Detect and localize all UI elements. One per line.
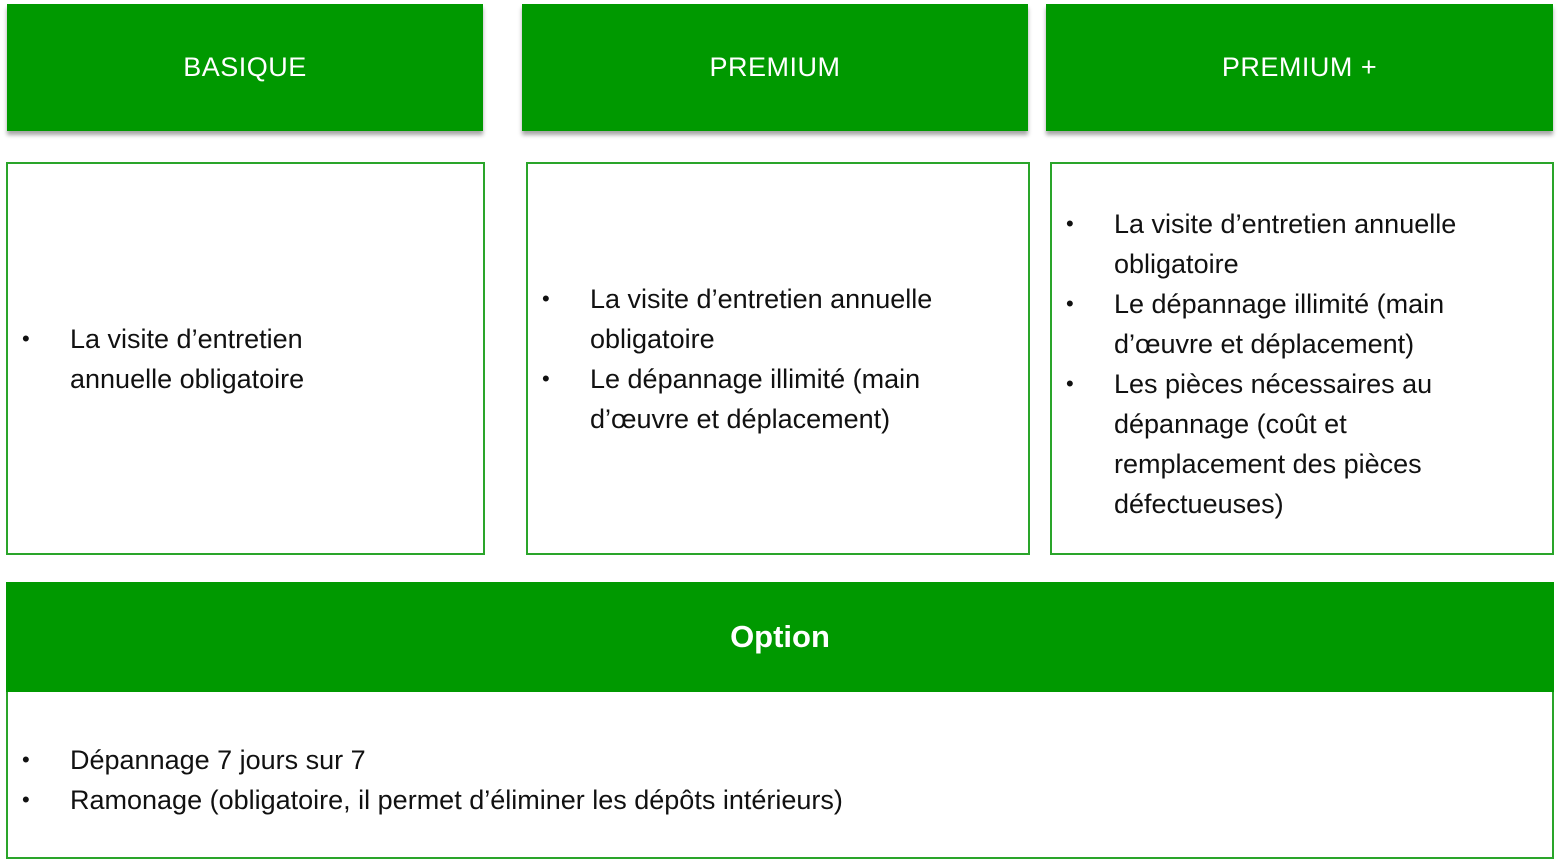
feature-item: • Le dépannage illimité (main d’œuvre et déplacement)	[1052, 284, 1522, 364]
plan-features-premium-plus	[1050, 162, 1554, 555]
plan-header-premium-plus	[1046, 4, 1553, 131]
option-features	[8, 740, 843, 820]
plan-header-premium	[522, 4, 1028, 131]
plan-title-premium: PREMIUM	[709, 52, 841, 82]
option-list	[8, 740, 843, 820]
feature-item: • La visite d’entretien annuelle obligatoire	[528, 279, 998, 359]
plan-header-basique	[7, 4, 483, 131]
plan-features-basique	[6, 162, 485, 555]
feature-list	[1052, 204, 1522, 524]
feature-item: • La visite d’entretien annuelle obligatoire	[8, 319, 408, 399]
option-item: • Dépannage 7 jours sur 7	[8, 740, 843, 780]
option-title: Option	[730, 619, 830, 654]
option-item: • Ramonage (obligatoire, il permet d’éliminer les dépôts intérieurs)	[8, 780, 843, 820]
option-panel	[6, 582, 1554, 859]
feature-item: • Le dépannage illimité (main d’œuvre et déplacement)	[528, 359, 998, 439]
feature-item: • La visite d’entretien annuelle obligatoire	[1052, 204, 1522, 284]
plan-title-premium-plus: PREMIUM +	[1221, 52, 1378, 82]
plan-title-basique: BASIQUE	[183, 52, 307, 82]
option-header	[6, 582, 1554, 692]
feature-item: • Les pièces nécessaires au dépannage (coût et remplacement des pièces défectueuses)	[1052, 364, 1522, 524]
feature-list	[8, 319, 408, 399]
feature-list	[528, 279, 998, 439]
plan-features-premium	[526, 162, 1030, 555]
